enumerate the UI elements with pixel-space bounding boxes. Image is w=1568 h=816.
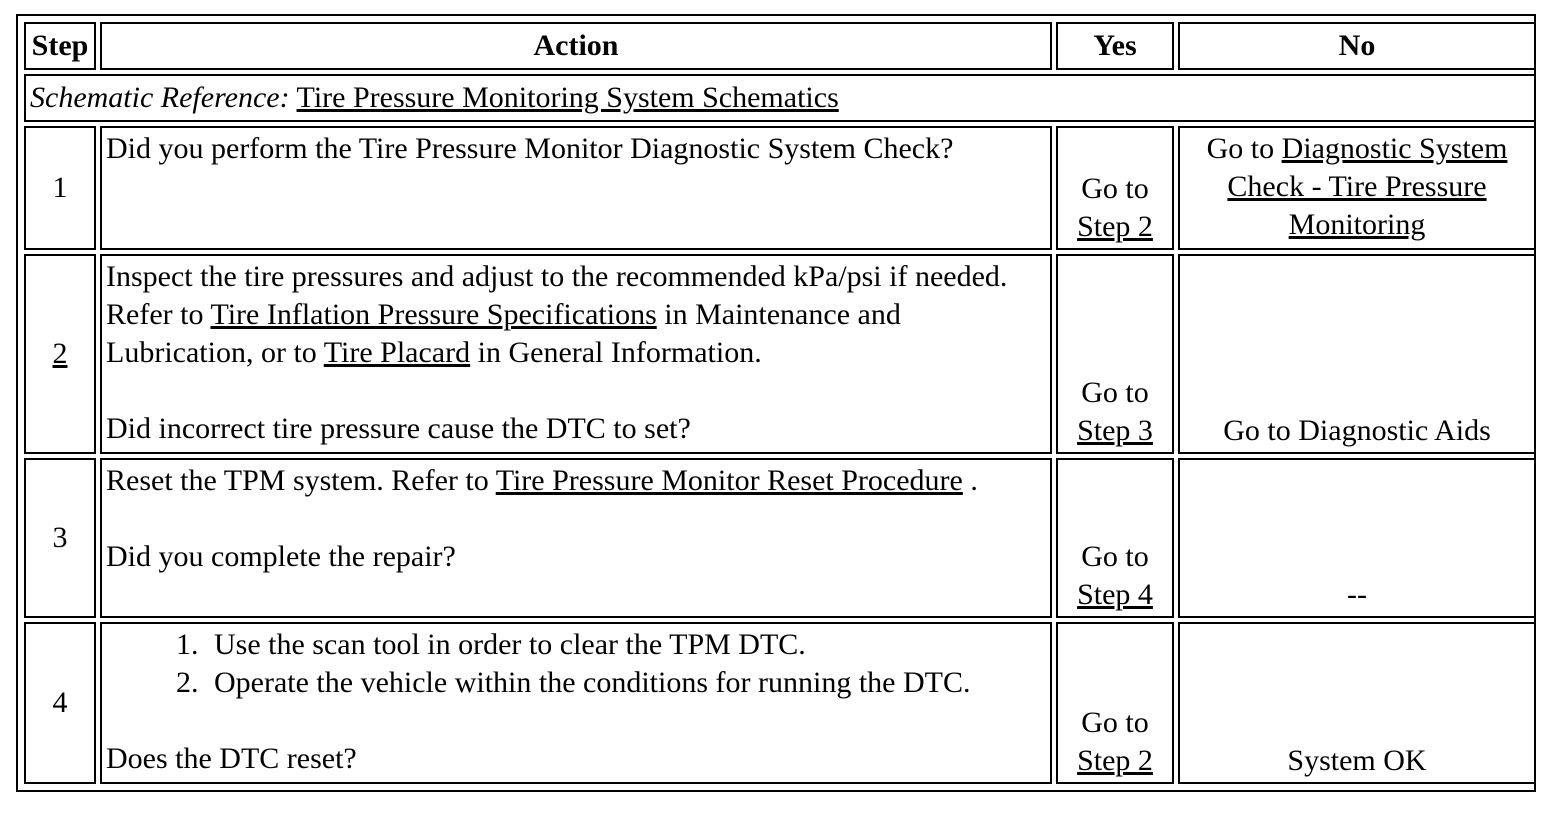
tire-inflation-specs-link[interactable]: Tire Inflation Pressure Specifications	[210, 298, 657, 331]
step-number: 1	[24, 126, 96, 250]
spacer	[106, 500, 1046, 538]
tpm-reset-procedure-link[interactable]: Tire Pressure Monitor Reset Procedure	[495, 464, 963, 497]
action-instructions	[106, 258, 1046, 372]
yes-step-link[interactable]: Step 2	[1077, 210, 1153, 243]
action-cell	[100, 458, 1052, 618]
tire-placard-link[interactable]: Tire Placard	[323, 336, 471, 369]
list-item: 1. Use the scan tool in order to clear the TPM DTC.	[206, 626, 1046, 664]
step-2-anchor[interactable]: 2	[52, 337, 68, 370]
action-text-mid: in Maintenance and Lubrication, or to	[106, 298, 901, 369]
yes-step-link[interactable]: Step 3	[1077, 414, 1153, 447]
table-row	[24, 126, 1536, 250]
action-cell	[100, 622, 1052, 784]
table-row	[24, 254, 1536, 454]
schematic-reference-label: Schematic Reference:	[30, 81, 290, 114]
yes-prefix: Go to	[1081, 540, 1149, 573]
yes-cell	[1056, 254, 1174, 454]
action-question: Did incorrect tire pressure cause the DTC to set?	[106, 412, 691, 445]
spacer	[106, 372, 1046, 410]
header-row	[24, 22, 1536, 70]
no-cell	[1178, 254, 1536, 454]
header-action: Action	[100, 22, 1052, 70]
diagnostic-table-frame	[16, 14, 1536, 792]
action-cell	[100, 126, 1052, 250]
no-prefix: Go to	[1206, 132, 1275, 165]
action-steps-list	[106, 626, 1046, 702]
action-text-pre: Inspect the tire pressures and adjust to the recommended kPa/psi if needed. Refer to	[106, 260, 1008, 331]
yes-prefix: Go to	[1081, 376, 1149, 409]
yes-cell	[1056, 126, 1174, 250]
yes-cell	[1056, 458, 1174, 618]
step-number: 4	[24, 622, 96, 784]
table-row	[24, 458, 1536, 618]
header-yes: Yes	[1056, 22, 1174, 70]
no-cell	[1178, 622, 1536, 784]
no-text: Go to Diagnostic Aids	[1223, 414, 1491, 447]
yes-prefix: Go to	[1081, 706, 1149, 739]
action-cell	[100, 254, 1052, 454]
no-cell	[1178, 126, 1536, 250]
no-text: --	[1347, 578, 1367, 611]
diagnostic-system-check-link[interactable]: Diagnostic System Check - Tire Pressure Monitoring	[1227, 132, 1508, 241]
no-text: System OK	[1287, 744, 1427, 777]
action-question: Does the DTC reset?	[106, 742, 357, 775]
schematic-reference-cell	[24, 74, 1536, 122]
table-row	[24, 622, 1536, 784]
step-number-link	[24, 254, 96, 454]
step-number: 3	[24, 458, 96, 618]
yes-step-link[interactable]: Step 2	[1077, 744, 1153, 777]
no-cell	[1178, 458, 1536, 618]
yes-cell	[1056, 622, 1174, 784]
diagnostic-table	[20, 18, 1540, 788]
list-item: 2. Operate the vehicle within the conditions for running the DTC.	[206, 664, 1046, 702]
yes-prefix: Go to	[1081, 172, 1149, 205]
action-text-post: in General Information.	[477, 336, 762, 369]
schematic-reference-link[interactable]: Tire Pressure Monitoring System Schematics	[296, 81, 839, 114]
header-no: No	[1178, 22, 1536, 70]
action-text: Did you perform the Tire Pressure Monitor Diagnostic System Check?	[106, 132, 954, 165]
action-text-pre: Reset the TPM system. Refer to	[106, 464, 489, 497]
action-question: Did you complete the repair?	[106, 540, 456, 573]
yes-step-link[interactable]: Step 4	[1077, 578, 1153, 611]
action-instructions	[106, 462, 1046, 500]
spacer	[106, 702, 1046, 740]
schematic-row	[24, 74, 1536, 122]
header-step: Step	[24, 22, 96, 70]
action-text-post: .	[962, 464, 978, 497]
